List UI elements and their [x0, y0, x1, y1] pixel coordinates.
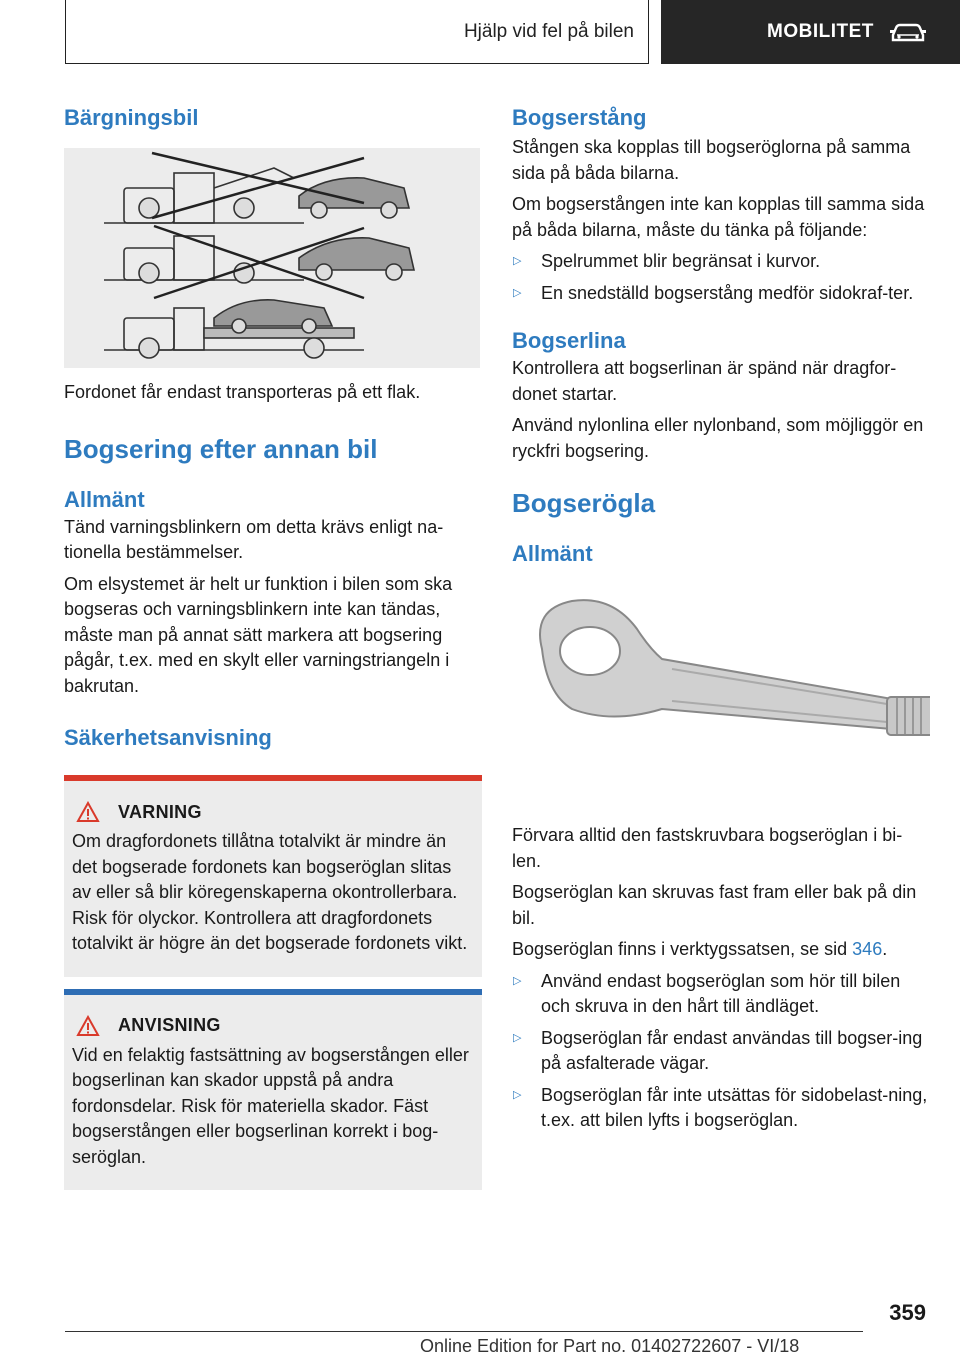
paragraph-lina-nylon: Använd nylonlina eller nylonband, som möjliggör en ryckfri bogsering. — [512, 415, 924, 461]
page-number: 359 — [889, 1300, 926, 1325]
left-column — [64, 100, 482, 1190]
heading-bogsering: Bogsering efter annan bil — [64, 433, 378, 464]
notice-title: ANVISNING — [118, 1015, 221, 1035]
car-icon — [890, 21, 926, 43]
paragraph-stang-kopplas: Stången ska kopplas till bogseröglorna på samma sida på båda bilarna. — [512, 137, 911, 183]
heading-bogserstang: Bogserstång — [512, 105, 647, 130]
footer-divider — [65, 1331, 863, 1332]
paragraph-verktygssats: Bogseröglan finns i verktygssatsen, se sid 346. — [512, 939, 888, 959]
paragraph-stang-sida: Om bogserstången inte kan kopplas till samma sida på båda bilarna, måste du tänka på följande: — [512, 194, 925, 240]
notice-text: Vid en felaktig fastsättning av bogserstången eller bogserlinan kan skador uppstå på andra fordonsdelar. Risk för materiella skador. Fäst bogserstången eller bogserlinan korrekt i bog-seröglan. — [72, 1044, 469, 1167]
list-item: ▷ Bogseröglan får inte utsättas för sidobelast-ning, t.ex. att bilen lyfts i bogseröglan. — [513, 1084, 928, 1130]
flatbed-truck-icon — [104, 300, 364, 358]
edition-text: Online Edition for Part no. 01402722607 - VI/18 — [420, 1336, 800, 1356]
warning-box — [64, 775, 482, 977]
tow-truck-lift-icon — [104, 168, 409, 223]
paragraph-forvara: Förvara alltid den fastskruvbara bogseröglan i bi-len. — [512, 825, 903, 871]
warning-triangle-icon — [76, 801, 100, 823]
warning-title: VARNING — [118, 801, 202, 822]
heading-sakerhetsanvisning: Säkerhetsanvisning — [64, 725, 272, 750]
caution-triangle-icon — [76, 1015, 100, 1037]
triangle-bullet-icon: ▷ — [513, 974, 522, 987]
warning-text: Om dragfordonets tillåtna totalvikt är mindre än det bogserade fordonets kan bogseröglan slitas av eller så blir köregenskaperna okontrollerbara. Risk för olyckor. Kontrollera att dragfordonets totalvikt är högre än det bogserade fordonets vikt. — [72, 831, 468, 953]
chapter-title: MOBILITET — [767, 21, 874, 42]
tow-truck-dolly-icon — [104, 236, 414, 283]
heading-allmant-right: Allmänt — [512, 541, 593, 566]
triangle-bullet-icon: ▷ — [513, 1088, 522, 1101]
triangle-bullet-icon: ▷ — [513, 255, 522, 267]
section-header — [65, 0, 649, 64]
paragraph-lina-spand: Kontrollera att bogserlinan är spänd när dragfor-donet startar. — [512, 358, 897, 404]
list-item: ▷ Bogseröglan får endast användas till bogser-ing på asfalterade vägar. — [513, 1027, 923, 1073]
paragraph-elsystem: Om elsystemet är helt ur funktion i bilen som ska bogseras och varningsblinkern inte kan tändas, måste man på annat sätt markera att bogsering pågår, t.ex. med en skylt eller varningstriangeln i bakrutan. — [64, 573, 453, 696]
triangle-bullet-icon: ▷ — [513, 286, 522, 299]
heading-bogserogla: Bogserögla — [512, 488, 656, 518]
section-title: Hjälp vid fel på bilen — [463, 20, 634, 42]
page-link-346[interactable]: 346 — [852, 939, 883, 959]
triangle-bullet-icon: ▷ — [513, 1031, 522, 1044]
heading-bogserlina: Bogserlina — [512, 328, 626, 353]
heading-bargningsbil: Bärgningsbil — [64, 105, 199, 130]
paragraph-skruvas-fast: Bogseröglan kan skruvas fast fram eller bak på din bil. — [512, 882, 917, 928]
bogserstang-list — [512, 249, 930, 306]
notice-title-row — [72, 1015, 474, 1037]
tow-truck-illustration — [64, 148, 480, 368]
right-column — [512, 100, 930, 1134]
list-item: ▷ Använd endast bogseröglan som hör till bilen och skruva in den hårt till ändläget. — [513, 970, 901, 1016]
bogserogla-list — [512, 969, 930, 1134]
warning-title-row — [72, 801, 474, 823]
chapter-header — [661, 0, 960, 64]
list-item: ▷ Spelrummet blir begränsat i kurvor. — [513, 251, 821, 271]
tow-eye-illustration — [512, 589, 930, 819]
figure-caption: Fordonet får endast transporteras på ett flak. — [64, 382, 421, 402]
list-item: ▷ En snedställd bogserstång medför sidokraf-ter. — [513, 282, 914, 303]
paragraph-varningsblinker: Tänd varningsblinkern om detta krävs enligt na-tionella bestämmelser. — [64, 516, 444, 562]
notice-box — [64, 989, 482, 1191]
heading-allmant-left: Allmänt — [64, 486, 145, 512]
